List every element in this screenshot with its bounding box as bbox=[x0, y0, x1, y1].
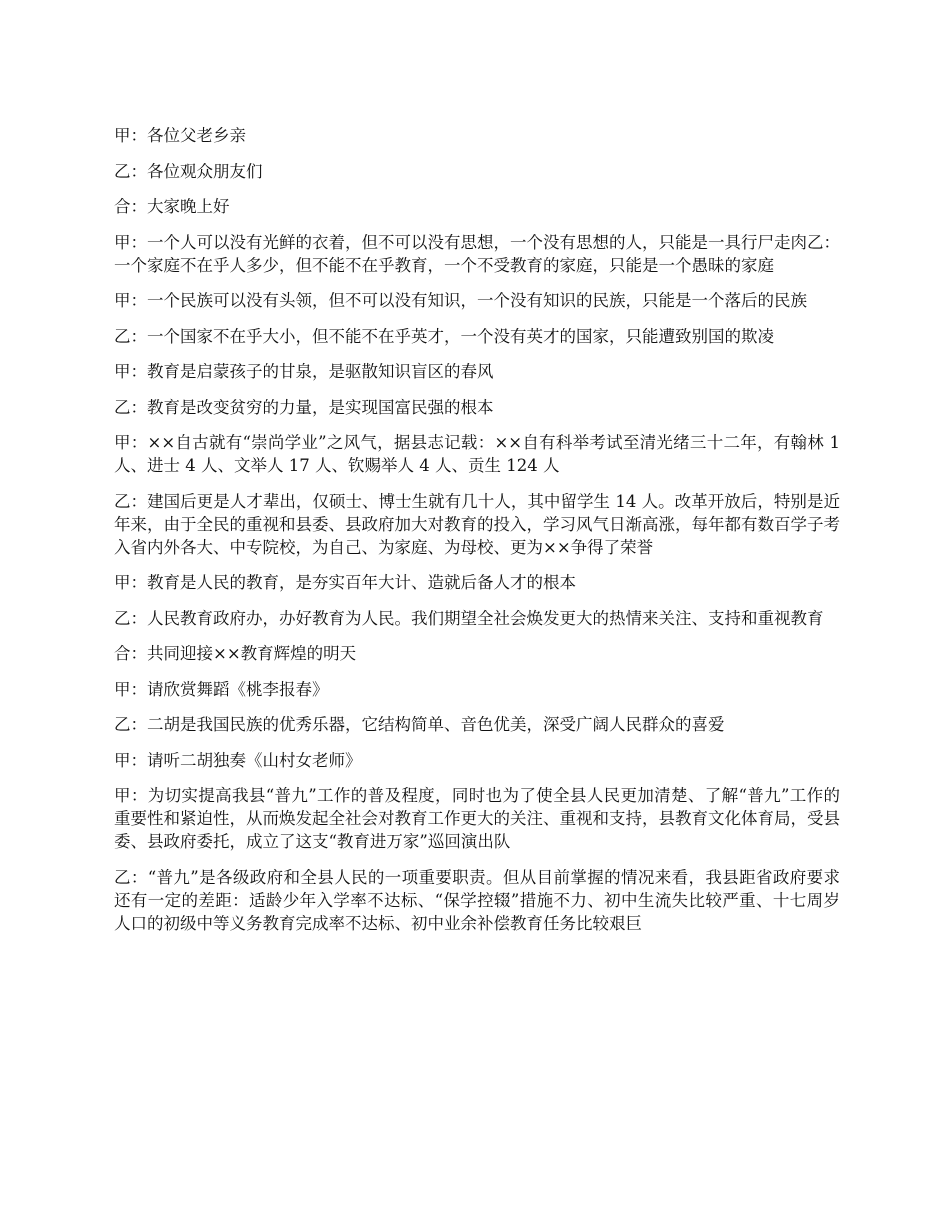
paragraph-10: 乙：建国后更是人才辈出，仅硕士、博士生就有几十人，其中留学生 14 人。改革开放后，特别是近年来，由于全民的重视和县委、县政府加大对教育的投入，学习风气日渐高涨，每年都有数百学子考入省内外各大、中专院校，为自己、为家庭、为母校、更为××争得了荣誉 bbox=[114, 491, 840, 557]
paragraph-8: 乙：教育是改变贫穷的力量，是实现国富民强的根本 bbox=[114, 397, 494, 417]
paragraph-16: 甲：请听二胡独奏《山村女老师》 bbox=[114, 750, 362, 770]
paragraph-greeting-1: 甲：各位父老乡亲 bbox=[114, 126, 246, 145]
paragraph-9: 甲：××自古就有“崇尚学业”之风气，据县志记载：××自有科举考试至清光绪三十二年，有翰林 1 人、进士 4 人、文举人 17 人、钦赐举人 4 人、贡生 124 人 bbox=[114, 433, 840, 475]
paragraph-17: 甲：为切实提高我县“普九”工作的普及程度，同时也为了使全县人民更加清楚、了解“普九”工作的重要性和紧迫性，从而焕发起全社会对教育工作更大的关注、重视和支持，县教育文化体育局，受县委、县政府委托，成立了这支“教育进万家”巡回演出队 bbox=[114, 786, 840, 851]
paragraph-15: 乙：二胡是我国民族的优秀乐器，它结构简单、音色优美，深受广阔人民群众的喜爱 bbox=[114, 715, 725, 734]
paragraph-6: 乙：一个国家不在乎大小，但不能不在乎英才，一个没有英才的国家，只能遭致别国的欺凌 bbox=[114, 326, 774, 346]
paragraph-greeting-2: 乙：各位观众朋友们 bbox=[114, 161, 263, 181]
document-body bbox=[114, 124, 840, 947]
paragraph-14: 甲：请欣赏舞蹈《桃李报春》 bbox=[114, 679, 329, 699]
paragraph-11: 甲：教育是人民的教育，是夯实百年大计、造就后备人才的根本 bbox=[114, 573, 576, 592]
paragraph-7: 甲：教育是启蒙孩子的甘泉，是驱散知识盲区的春风 bbox=[114, 362, 494, 381]
paragraph-18: 乙：“普九”是各级政府和全县人民的一项重要职责。但从目前掌握的情况来看，我县距省政府要求还有一定的差距：适龄少年入学率不达标、“保学控辍”措施不力、初中生流失比较严重、十七周岁人口的初级中等义务教育完成率不达标、初中业余补偿教育任务比较艰巨 bbox=[114, 867, 840, 933]
paragraph-4: 甲：一个人可以没有光鲜的衣着，但不可以没有思想，一个没有思想的人，只能是一具行尸走肉乙：一个家庭不在乎人多少，但不能不在乎教育，一个不受教育的家庭，只能是一个愚昧的家庭 bbox=[114, 232, 840, 275]
paragraph-12: 乙：人民教育政府办，办好教育为人民。我们期望全社会焕发更大的热情来关注、支持和重视教育 bbox=[114, 608, 824, 628]
paragraph-greeting-3: 合：大家晚上好 bbox=[114, 197, 230, 216]
paragraph-5: 甲：一个民族可以没有头领，但不可以没有知识，一个没有知识的民族，只能是一个落后的民族 bbox=[114, 291, 807, 310]
paragraph-13: 合：共同迎接××教育辉煌的明天 bbox=[114, 644, 357, 663]
